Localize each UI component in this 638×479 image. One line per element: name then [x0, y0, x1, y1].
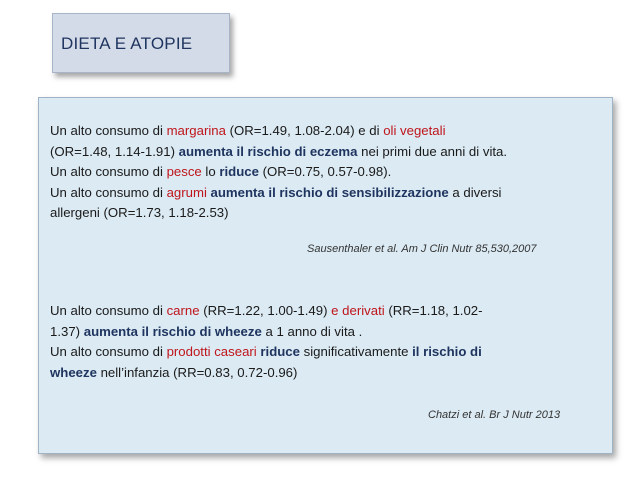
bold-riduce-2: riduce	[256, 344, 300, 359]
text-run: Un alto consumo di	[50, 184, 167, 200]
slide-title: DIETA E ATOPIE	[61, 34, 193, 53]
text-run: (RR=1.18, 1.02-	[384, 303, 483, 318]
bold-wheeze-risk: aumenta il rischio di wheeze	[83, 323, 262, 339]
paragraph-sausenthaler	[50, 121, 610, 224]
highlight-prodotti-caseari: prodotti caseari	[166, 344, 257, 359]
text-run: Un alto consumo di	[50, 123, 167, 138]
content-box	[38, 97, 613, 454]
text-run: Un alto consumo di	[50, 164, 167, 179]
highlight-margarina: margarina	[166, 123, 226, 138]
title-box	[52, 13, 230, 73]
text-run: a 1 anno di vita .	[261, 323, 363, 339]
bold-eczema: aumenta il rischio di eczema	[178, 143, 358, 159]
text-run: nell’infanzia (RR=0.83, 0.72-0.96)	[96, 364, 298, 380]
text-run: lo	[201, 164, 220, 179]
reference-chatzi: Chatzi et al. Br J Nutr 2013	[428, 409, 561, 421]
highlight-derivati: e derivati	[331, 303, 385, 318]
text-run: significativamente	[299, 344, 413, 359]
text-run: (OR=1.49, 1.08-2.04) e di	[225, 123, 384, 138]
highlight-pesce: pesce	[166, 164, 202, 179]
text-run: 1.37)	[50, 323, 84, 339]
text-run: allergeni (OR=1.73, 1.18-2.53)	[50, 205, 229, 220]
highlight-agrumi: agrumi	[166, 184, 207, 200]
text-run: Un alto consumo di	[50, 303, 167, 318]
text-run: Un alto consumo di	[50, 344, 167, 359]
highlight-oli-vegetali: oli vegetali	[383, 123, 446, 138]
text-run: a diversi	[448, 184, 502, 200]
bold-sensibilizzazione: aumenta il rischio di sensibilizzazione	[206, 184, 449, 200]
text-run: nei primi due anni di vita.	[357, 143, 508, 159]
bold-rischio-di: il rischio di	[412, 344, 482, 359]
bold-riduce: riduce	[219, 164, 259, 179]
text-run: (OR=1.48, 1.14-1.91)	[50, 143, 179, 159]
bold-wheeze: wheeze	[50, 364, 97, 380]
text-run: (RR=1.22, 1.00-1.49)	[199, 303, 332, 318]
paragraph-chatzi	[50, 301, 610, 383]
highlight-carne: carne	[166, 303, 200, 318]
reference-sausenthaler: Sausenthaler et al. Am J Clin Nutr 85,530,2007	[307, 243, 537, 255]
text-run: (OR=0.75, 0.57-0.98).	[258, 164, 392, 179]
